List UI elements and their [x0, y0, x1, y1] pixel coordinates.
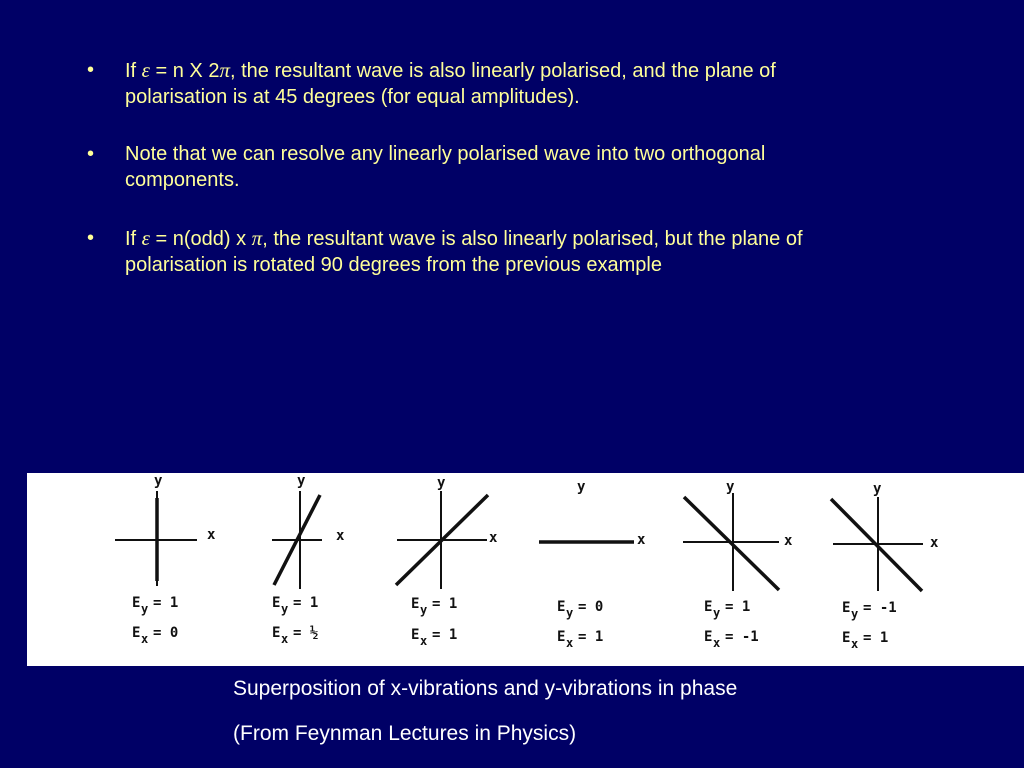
- ex-value: = 1: [863, 630, 889, 646]
- pi-symbol: π: [219, 58, 230, 82]
- x-axis-label: x: [784, 533, 793, 549]
- x-axis-label: x: [930, 535, 939, 551]
- bullet-line: [125, 225, 915, 252]
- bullet-line: polarisation is rotated 90 degrees from the previous example: [125, 254, 662, 276]
- x-axis-label: x: [637, 532, 646, 548]
- ey-subscript: y: [851, 607, 859, 621]
- ex-value: = -1: [725, 629, 759, 645]
- ey-symbol: E: [132, 595, 141, 611]
- x-axis-label: x: [336, 528, 345, 544]
- y-axis-label: y: [154, 473, 163, 489]
- ey-symbol: E: [557, 599, 566, 615]
- panel-4: [539, 479, 646, 650]
- y-axis-label: y: [297, 473, 306, 489]
- ex-symbol: E: [557, 629, 566, 645]
- ey-subscript: y: [713, 606, 721, 620]
- panel-1: [115, 473, 216, 646]
- ey-value: = 1: [153, 595, 179, 611]
- polarisation-diagrams: [27, 473, 1024, 666]
- ex-subscript: x: [281, 632, 289, 646]
- y-axis-label: y: [577, 479, 586, 495]
- x-axis-label: x: [207, 527, 216, 543]
- ey-value: = 1: [293, 595, 319, 611]
- bullet-item-2: [87, 141, 915, 193]
- bullet-item-1: [87, 57, 915, 110]
- polarisation-figure: [27, 473, 1024, 666]
- ey-subscript: y: [420, 603, 428, 617]
- ey-symbol: E: [272, 595, 281, 611]
- ex-subscript: x: [713, 636, 721, 650]
- bullet-text: , the resultant wave is also linearly polarised, and the plane of: [229, 60, 776, 82]
- bullet-text: If: [125, 228, 142, 250]
- ey-symbol: E: [842, 600, 851, 616]
- ey-value: = 1: [432, 596, 458, 612]
- x-axis-label: x: [489, 530, 498, 546]
- bullet-line: polarisation is at 45 degrees (for equal amplitudes).: [125, 86, 580, 108]
- ey-subscript: y: [141, 602, 149, 616]
- ey-symbol: E: [704, 599, 713, 615]
- ey-value: = 1: [725, 599, 751, 615]
- panel-6: [831, 481, 939, 651]
- ex-symbol: E: [132, 625, 141, 641]
- ex-value: = ½: [293, 625, 319, 641]
- pi-symbol: π: [251, 226, 263, 250]
- bullet-marker: •: [87, 59, 95, 81]
- ex-symbol: E: [411, 627, 420, 643]
- ex-symbol: E: [272, 625, 281, 641]
- bullet-item-3: [87, 225, 915, 278]
- epsilon-symbol: ε: [141, 58, 150, 82]
- ey-symbol: E: [411, 596, 420, 612]
- bullet-text: = n(odd) x: [149, 228, 252, 250]
- ex-subscript: x: [141, 632, 149, 646]
- epsilon-symbol: ε: [141, 226, 150, 250]
- ex-symbol: E: [842, 630, 851, 646]
- bullet-text: = n X 2: [149, 60, 220, 82]
- bullet-text: If: [125, 60, 142, 82]
- bullet-line: [125, 57, 915, 84]
- bullet-marker: •: [87, 143, 95, 165]
- ey-value: = -1: [863, 600, 897, 616]
- ex-subscript: x: [566, 636, 574, 650]
- ex-value: = 1: [578, 629, 604, 645]
- figure-citation: [233, 721, 576, 747]
- ey-value: = 0: [578, 599, 604, 615]
- caption-line-2: (From Feynman Lectures in Physics): [233, 722, 577, 745]
- panel-2: [272, 473, 345, 646]
- ey-subscript: y: [566, 606, 574, 620]
- ex-subscript: x: [420, 634, 428, 648]
- ex-value: = 1: [432, 627, 458, 643]
- bullet-line: Note that we can resolve any linearly polarised wave into two orthogonal: [125, 143, 766, 165]
- ex-symbol: E: [704, 629, 713, 645]
- ex-subscript: x: [851, 637, 859, 651]
- polarisation-line: [684, 497, 779, 590]
- bullet-line: components.: [125, 169, 240, 191]
- panel-5: [683, 479, 793, 650]
- ex-value: = 0: [153, 625, 179, 641]
- ey-subscript: y: [281, 602, 289, 616]
- bullet-marker: •: [87, 227, 95, 249]
- caption-line-1: Superposition of x-vibrations and y-vibrations in phase: [233, 677, 738, 700]
- y-axis-label: y: [437, 475, 446, 491]
- bullet-text: , the resultant wave is also linearly polarised, but the plane of: [262, 228, 803, 250]
- figure-caption: [233, 676, 737, 702]
- panel-3: [396, 475, 498, 648]
- y-axis-label: y: [726, 479, 735, 495]
- y-axis-label: y: [873, 481, 882, 497]
